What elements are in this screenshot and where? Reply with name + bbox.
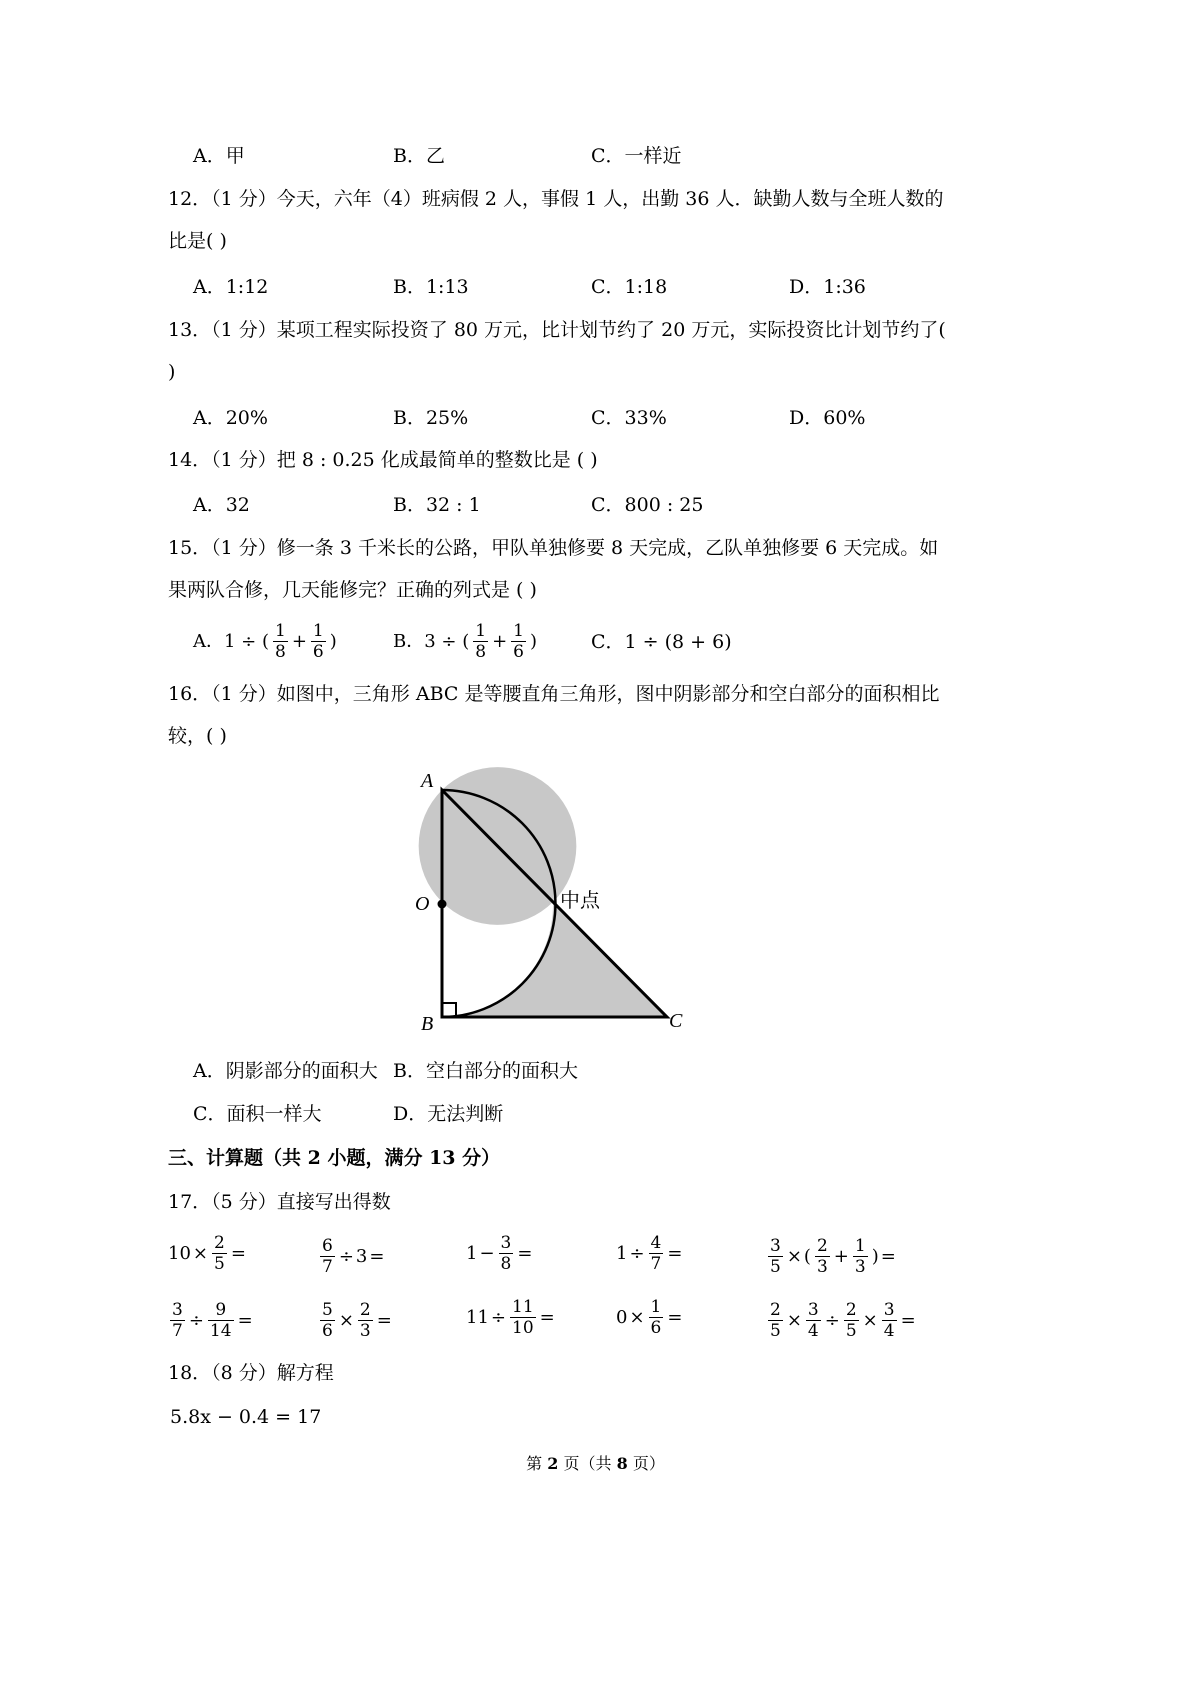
label-o: O: [415, 893, 430, 915]
option-c: C．33%: [591, 407, 667, 429]
expression: 10 × $\frac{2}{5}$ =: [168, 1233, 246, 1274]
question-15-text-2: 果两队合修，几天能修完？正确的列式是 ( ): [168, 579, 537, 601]
question-16-text-2: 较，( ): [168, 725, 227, 747]
expression: $\frac{3}{7}$ ÷ $\frac{9}{14}$ =: [172, 1300, 253, 1341]
label-b: B: [421, 1013, 434, 1035]
option-b: B．乙: [393, 145, 445, 167]
option-b: B．3 ÷ ( $\frac{1}{8}$ + $\frac{1}{6}$ ): [393, 621, 538, 662]
option-d: D．无法判断: [393, 1103, 504, 1125]
right-angle-mark: [442, 1003, 456, 1017]
label-a: A: [421, 770, 434, 792]
option-b: B．32 : 1: [393, 494, 481, 516]
option-b: B．25%: [393, 407, 469, 429]
expression: $\frac{3}{5}$ × ( $\frac{2}{3}$ + $\frac{1}{3}$ ) =: [770, 1236, 896, 1277]
expression: 1 − $\frac{3}{8}$ =: [466, 1233, 533, 1274]
expression: 0 × $\frac{1}{6}$ =: [616, 1297, 683, 1338]
option-c: C．1 ÷ (8 + 6): [591, 631, 732, 653]
option-c: C．800 : 25: [591, 494, 704, 516]
option-c: C．面积一样大: [193, 1103, 322, 1125]
question-16-text: 16．（1 分）如图中，三角形 ABC 是等腰直角三角形，图中阴影部分和空白部分的面积相比: [168, 683, 940, 705]
option-a: A．32: [193, 494, 250, 516]
triangle-figure: [405, 765, 705, 1040]
section-heading: 三、计算题（共 2 小题，满分 13 分）: [168, 1147, 501, 1169]
question-12-text-2: 比是( ): [168, 230, 227, 252]
option-c: C．1:18: [591, 276, 668, 298]
expression: $\frac{2}{5}$ × $\frac{3}{4}$ ÷ $\frac{2}{5}$ × $\frac{3}{4}$ =: [770, 1300, 916, 1341]
label-c: C: [669, 1010, 683, 1032]
option-a: A．20%: [193, 407, 268, 429]
equation: 5.8x − 0.4 = 17: [170, 1406, 322, 1428]
option-c: C．一样近: [591, 145, 682, 167]
option-d: D．60%: [789, 407, 866, 429]
option-b: B．空白部分的面积大: [393, 1060, 578, 1082]
question-15-text: 15．（1 分）修一条 3 千米长的公路，甲队单独修要 8 天完成，乙队单独修要 6 天完成。如: [168, 537, 939, 559]
expression: 1 ÷ $\frac{4}{7}$ =: [616, 1233, 683, 1274]
question-12-text: 12．（1 分）今天，六年（4）班病假 2 人，事假 1 人，出勤 36 人．缺勤人数与全班人数的: [168, 188, 944, 210]
question-18-title: 18．（8 分）解方程: [168, 1362, 334, 1384]
page-footer: 第 2 页（共 8 页）: [526, 1454, 665, 1473]
option-a: A．甲: [193, 145, 245, 167]
option-d: D．1:36: [789, 276, 866, 298]
expression: 11 ÷ $\frac{11}{10}$ =: [466, 1297, 555, 1338]
question-13-text: 13．（1 分）某项工程实际投资了 80 万元，比计划节约了 20 万元，实际投资比计划节约了(: [168, 319, 946, 341]
question-13-text-2: ): [168, 361, 176, 383]
option-a: A．1 ÷ ( $\frac{1}{8}$ + $\frac{1}{6}$ ): [193, 621, 337, 662]
option-b: B．1:13: [393, 276, 469, 298]
label-midpoint: 中点: [560, 888, 600, 912]
question-14-text: 14．（1 分）把 8 : 0.25 化成最简单的整数比是 ( ): [168, 449, 598, 471]
expression: $\frac{6}{7}$ ÷ 3 =: [322, 1236, 385, 1277]
point-o: [438, 900, 447, 909]
expression: $\frac{5}{6}$ × $\frac{2}{3}$ =: [322, 1300, 392, 1341]
option-a: A．1:12: [193, 276, 269, 298]
question-17-title: 17．（5 分）直接写出得数: [168, 1191, 391, 1213]
option-a: A．阴影部分的面积大: [193, 1060, 378, 1082]
